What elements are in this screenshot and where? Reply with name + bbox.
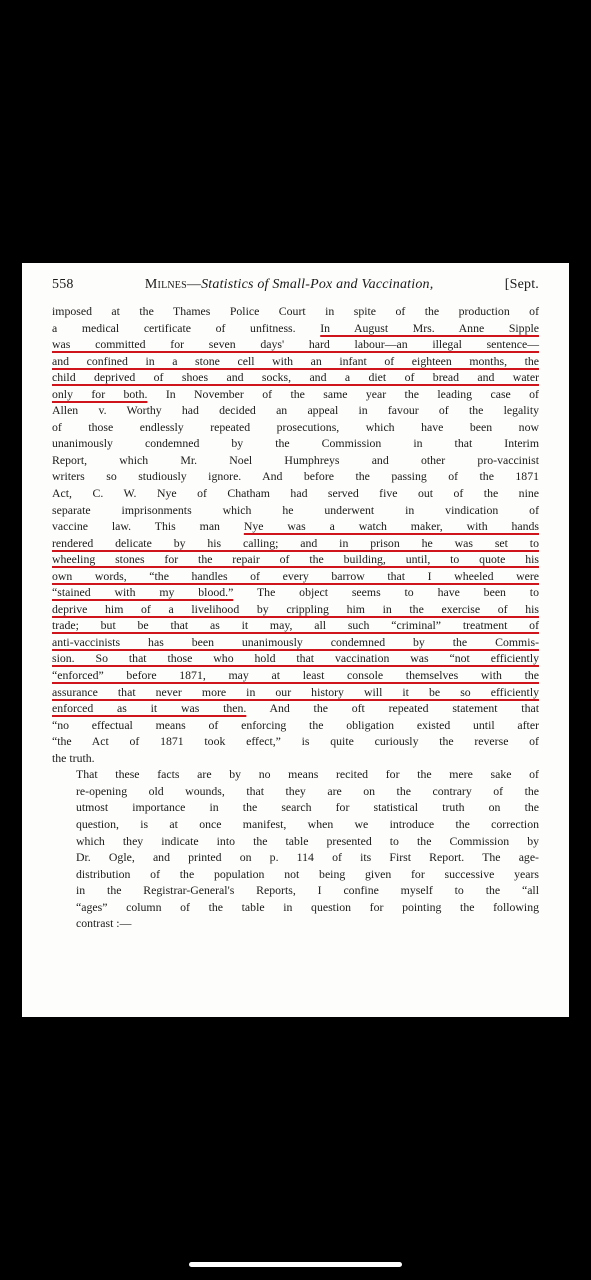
- text-line: utmost importance in the search for statistical truth on the: [76, 800, 539, 815]
- text-segment: the truth.: [52, 750, 95, 765]
- text-line: Dr. Ogle, and printed on p. 114 of its First Report. The age-: [76, 850, 539, 865]
- underlined-text: wheeling stones for the repair of the building, until, to quote his: [52, 552, 539, 567]
- text-line: [52, 684, 539, 701]
- underlined-text: only for both.: [52, 386, 148, 401]
- text-line: contrast :—: [76, 916, 132, 931]
- text-line: [52, 435, 539, 452]
- author-name: Milnes: [144, 277, 187, 292]
- home-indicator[interactable]: [189, 1262, 402, 1267]
- underlined-text: own words, “the handles of every barrow that I wheeled were: [52, 568, 539, 583]
- text-line: [52, 419, 539, 436]
- text-segment: Act, C. W. Nye of Chatham had served five out of the nine: [52, 486, 539, 501]
- text-line: question, is at once manifest, when we introduce the correction: [76, 816, 539, 831]
- underlined-text: assurance that never more in our history will it be so efficiently: [52, 684, 539, 699]
- underlined-text: and confined in a stone cell with an infant of eighteen months, the: [52, 353, 539, 368]
- underlined-text: child deprived of shoes and socks, and a diet of bread and water: [52, 370, 539, 385]
- text-segment: unanimously condemned by the Commission in that Interim: [52, 436, 539, 451]
- text-line: [52, 601, 539, 618]
- underlined-text: deprive him of a livelihood by crippling him in the exercise of his: [52, 601, 539, 616]
- text-line: That these facts are by no means recited for the mere sake of: [76, 767, 539, 782]
- text-line: re-opening old wounds, that they are on the contrary of the: [76, 783, 539, 798]
- underlined-text: trade; but be that as it may, all such “criminal” treatment of: [52, 618, 539, 633]
- text-segment: Allen v. Worthy had decided an appeal in favour of the legality: [52, 403, 539, 418]
- text-segment: “the Act of 1871 took effect,” is quite curiously the reverse of: [52, 734, 539, 749]
- underlined-text: “enforced” before 1871, may at least console themselves with the: [52, 668, 539, 683]
- text-segment: vaccine law. This man: [52, 519, 244, 534]
- text-line: [52, 353, 539, 370]
- text-line: [52, 468, 539, 485]
- text-line: [52, 750, 539, 767]
- text-line: [52, 650, 539, 667]
- text-segment: Report, which Mr. Noel Humphreys and other pro-vaccinist: [52, 452, 539, 467]
- text-line: [52, 535, 539, 552]
- paragraph-2: [52, 766, 539, 931]
- underlined-text: Nye was a watch maker, with hands: [243, 519, 539, 534]
- article-title: Statistics of Small-Pox and Vaccination,: [201, 277, 434, 292]
- text-line: [52, 717, 539, 734]
- text-line: [52, 502, 539, 519]
- text-segment: And the oft repeated statement that: [246, 701, 539, 716]
- text-line: in the Registrar-General's Reports, I confine myself to the “all: [76, 883, 539, 898]
- underlined-text: anti-vaccinists has been unanimously condemned by the Commis-: [52, 634, 539, 649]
- text-segment: a medical certificate of unfitness.: [52, 320, 321, 335]
- text-line: [52, 485, 539, 502]
- text-segment: separate imprisonments which he underwent in vindication of: [52, 502, 539, 517]
- text-line: [52, 617, 539, 634]
- text-line: [52, 386, 539, 403]
- text-segment: of those endlessly repeated prosecutions, which have been now: [52, 419, 539, 434]
- text-line: [52, 733, 539, 750]
- text-line: [52, 336, 539, 353]
- text-line: [52, 303, 539, 320]
- text-line: [52, 700, 539, 717]
- text-segment: “no effectual means of enforcing the obligation existed until after: [52, 717, 539, 732]
- header-date: [Sept.: [504, 277, 539, 292]
- page-header: [52, 277, 539, 293]
- underlined-text: rendered delicate by his calling; and in prison he was set to: [52, 535, 539, 550]
- text-line: [52, 634, 539, 651]
- text-line: [52, 584, 539, 601]
- title-dash: —: [186, 277, 202, 292]
- underlined-text: “stained with my blood.”: [52, 585, 234, 600]
- body-text: [52, 303, 539, 932]
- underlined-text: In August Mrs. Anne Sipple: [320, 320, 539, 335]
- text-line: [52, 452, 539, 469]
- text-line: [52, 518, 539, 535]
- running-title: [74, 277, 505, 293]
- underlined-text: enforced as it was then.: [52, 701, 247, 716]
- text-segment: In November of the same year the leading case of: [147, 386, 539, 401]
- page-number: 558: [52, 277, 74, 292]
- book-page: [22, 263, 569, 1017]
- text-line: [52, 551, 539, 568]
- text-line: [52, 667, 539, 684]
- text-line: [52, 402, 539, 419]
- text-segment: The object seems to have been to: [233, 585, 539, 600]
- text-line: [52, 369, 539, 386]
- text-segment: writers so studiously ignore. And before the passing of the 1871: [52, 469, 539, 484]
- text-segment: imposed at the Thames Police Court in spite of the production of: [52, 304, 539, 318]
- paragraph-1: [52, 303, 539, 766]
- underlined-text: was committed for seven days' hard labour—an illegal sentence—: [52, 337, 539, 352]
- text-line: [52, 320, 539, 337]
- text-line: [52, 568, 539, 585]
- underlined-text: sion. So that those who hold that vaccination was “not efficiently: [52, 651, 539, 666]
- text-line: “ages” column of the table in question for pointing the following: [76, 899, 539, 914]
- text-line: which they indicate into the table presented to the Commission by: [76, 833, 539, 848]
- text-line: distribution of the population not being given for successive years: [76, 866, 539, 881]
